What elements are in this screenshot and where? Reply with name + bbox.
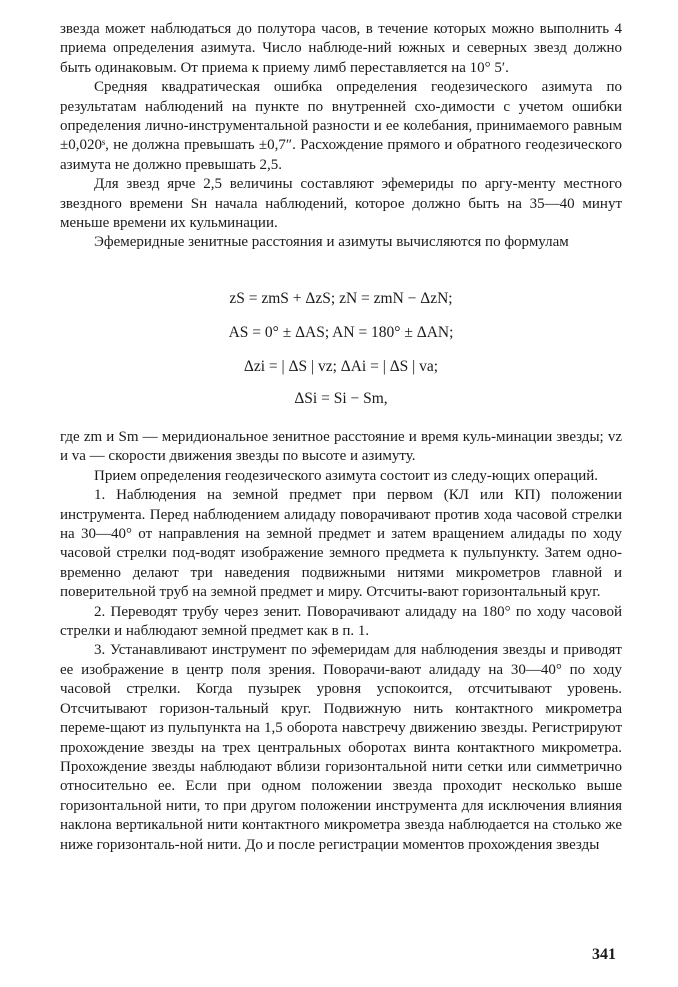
formula-line: zS = zmS + ΔzS; zN = zmN − ΔzN; (229, 290, 453, 307)
paragraph: 3. Устанавливают инструмент по эфемеридам для наблюдения звезды и приводят ее изображение в центр поля зрения. Поворачи-вают алидаду на 30—40° по ходу часовой стрелки. Когда пузырек уровня успокоится, отсчитывают уровень. Отсчитывают горизон-тальный круг. Подвижную нить контактного микрометра переме-щают из пульпункта на 1,5 оборота навстречу движению звезды. Регистрируют прохождение звезды на трех центральных оборотах винта контактного микрометра. Прохождение звезды наблюдают вблизи горизонтальной нити сетки или симметрично относительно ее. Если при одном положении звезда проходит несколько выше горизонтальной нити, то при другом положении инструмента для исключения влияния наклона вертикальной нити контактного микрометра звезда наблюдается на столько же ниже горизонталь-ной нити. До и после регистрации моментов прохождения звезды (60, 642, 622, 853)
paragraph: 1. Наблюдения на земной предмет при первом (КЛ или КП) положении инструмента. Перед наблюдением алидаду поворачивают против хода часовой стрелки на 30—40° от направления на земной предмет и затем вращением алидады по ходу часовой стрелки под-водят изображение земного предмета к пульпункту. Затем одно-временно делают три наведения подвижными нитями микрометров главной и поверительной труб на земной предмет и миру. Отсчиты-вают горизонтальный круг. (60, 487, 622, 601)
paragraph: Прием определения геодезического азимута состоит из следу-ющих операций. (94, 467, 599, 484)
paragraph: Эфемеридные зенитные расстояния и азимуты вычисляются по формулам (94, 234, 569, 251)
text-block-top (60, 20, 622, 253)
paragraph: 2. Переводят трубу через зенит. Поворачивают алидаду на 180° по ходу часовой стрелки и наблюдают земной предмет как в п. 1. (60, 603, 622, 640)
formula-line: AS = 0° ± ΔAS; AN = 180° ± ΔAN; (228, 324, 454, 341)
paragraph: звезда может наблюдаться до полутора часов, в течение которых можно выполнить 4 приема определения азимута. Число наблюде-ний южных и северных звезд должно быть одинаковым. От приема к приему лимб переставляется на 10° 5′. (60, 21, 622, 76)
paragraph: Средняя квадратическая ошибка определения геодезического азимута по результатам наблюдений на пункте по внутренней схо-димости с учетом ошибки определения лично-инструментальной разности и ее колебания, принимаемого равным ±0,020ˢ, не должна превышать ±0,7″. Расхождение прямого и обратного геодезического азимута не должно превышать 2,5. (60, 79, 622, 173)
page-number: 341 (592, 946, 616, 963)
paragraph: Для звезд ярче 2,5 величины составляют эфемериды по аргу-менту местного звездного времени Sн начала наблюдений, которое должно быть на 35—40 минут меньше времени их кульминации. (60, 176, 622, 232)
text-block-bottom (60, 428, 622, 855)
formula-line: Δzi = | ΔS | vz; ΔAi = | ΔS | va; (243, 358, 439, 375)
paragraph: где zm и Sm — меридиональное зенитное расстояние и время куль-минации звезды; vz и va — скорости движения звезды по высоте и азимуту. (60, 429, 622, 465)
formula-line: ΔSi = Si − Sm, (294, 390, 388, 407)
